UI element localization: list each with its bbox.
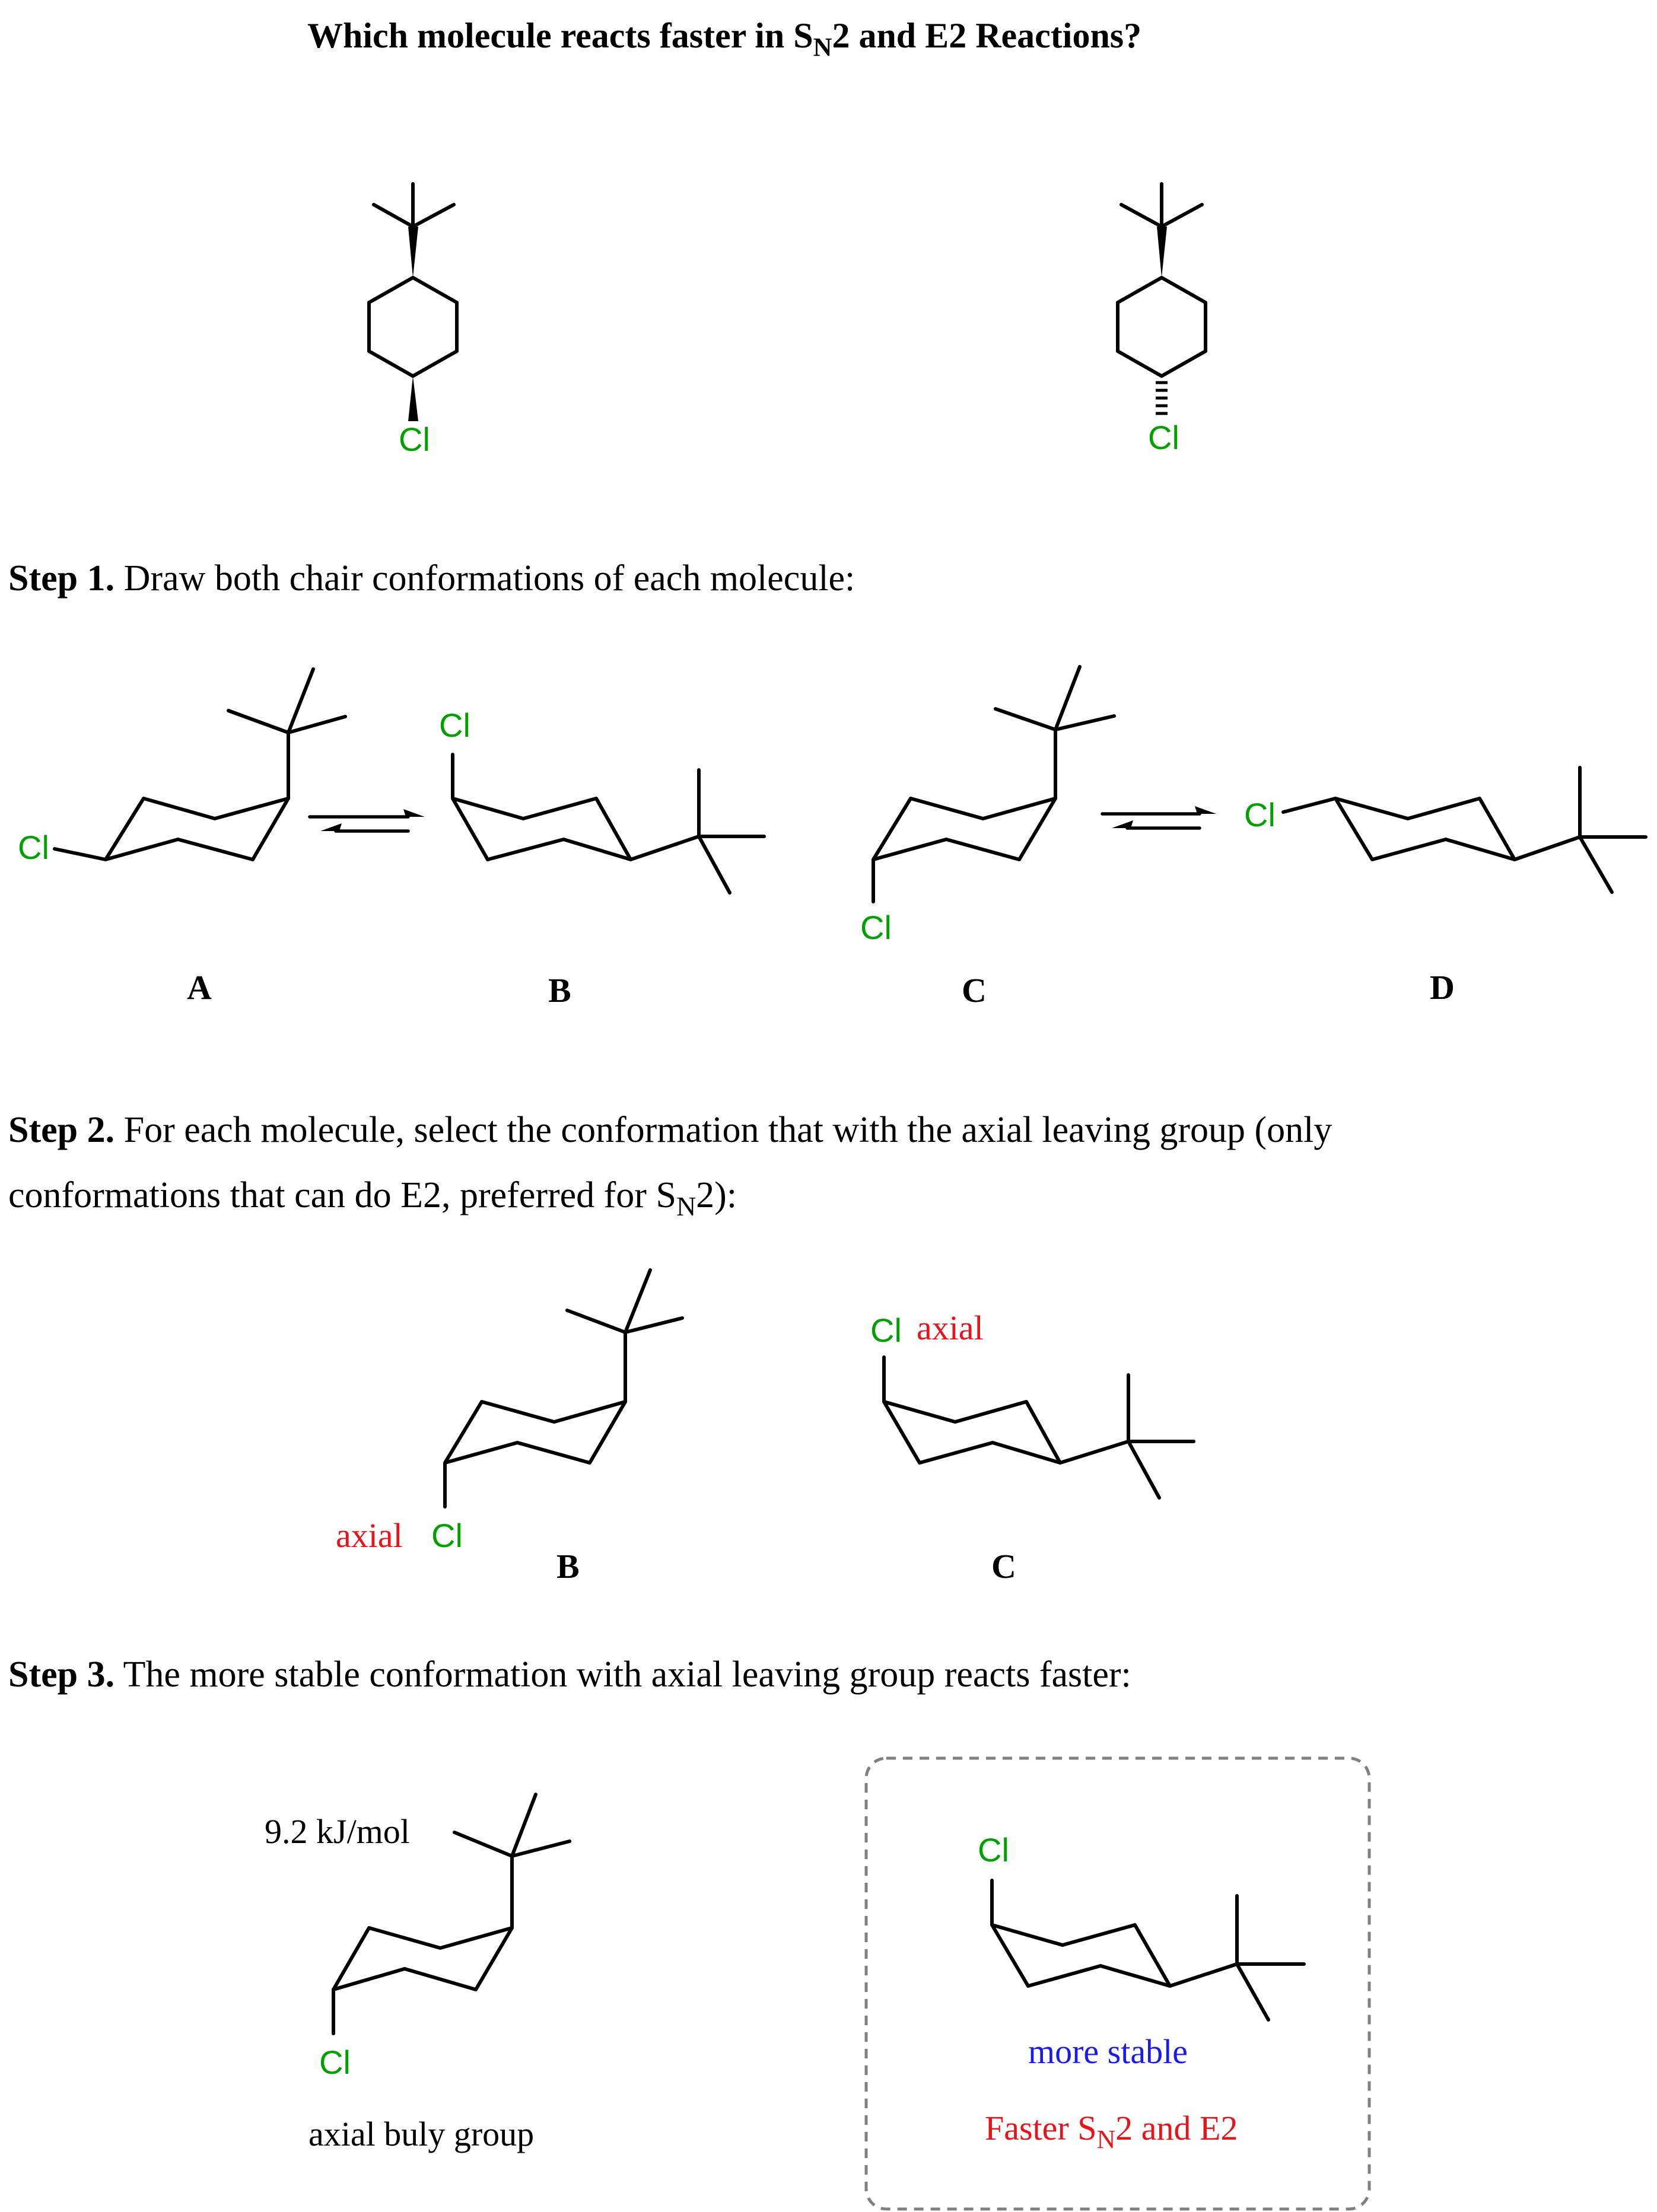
wedge-bond <box>408 376 418 421</box>
step2-label-C: C <box>991 1547 1016 1586</box>
label-B: B <box>548 971 571 1010</box>
svg-text:Cl: Cl <box>1244 796 1276 833</box>
step2-chair-C <box>870 1309 1194 1498</box>
step2-heading: Step 2. For each molecule, select the conformation that with the axial leaving group (only <box>8 1110 1332 1150</box>
equilibrium-arrows <box>1102 806 1216 828</box>
step3-heading: Step 3. The more stable conformation with axial leaving group reacts faster: <box>8 1654 1131 1695</box>
label-C: C <box>962 971 987 1010</box>
chlorine-atom: Cl <box>1148 419 1179 456</box>
molecule-top-right <box>1118 184 1206 456</box>
svg-text:Cl: Cl <box>860 909 892 946</box>
step2-heading-line2: conformations that can do E2, preferred for $S_N2$): <box>8 1175 737 1221</box>
equilibrium-arrows <box>310 809 425 831</box>
chair-A <box>18 669 345 866</box>
label-D: D <box>1430 968 1455 1007</box>
step2-label-B: B <box>556 1547 580 1586</box>
step2-chair-B <box>336 1270 682 1555</box>
page-title: Which molecule reacts faster in $S_N2$ and E2 Reactions? <box>307 16 1142 62</box>
svg-text:Cl: Cl <box>319 2044 351 2081</box>
label-A: A <box>187 968 212 1007</box>
step3-chair-left <box>265 1794 570 2153</box>
step3-chair-right <box>978 1831 1304 2154</box>
svg-text:Cl: Cl <box>431 1517 463 1554</box>
axial-butyl-label: axial buly group <box>308 2115 535 2153</box>
faster-label: Faster $S_N2$ and E2 <box>985 2109 1238 2154</box>
wedge-bond <box>1157 227 1167 278</box>
energy-label: 9.2 kJ/mol <box>265 1812 410 1851</box>
chair-C <box>860 667 1114 946</box>
svg-text:Cl: Cl <box>439 706 470 744</box>
axial-label: axial <box>917 1309 984 1347</box>
svg-text:Cl: Cl <box>18 829 49 866</box>
step1-heading: Step 1. Draw both chair conformations of each molecule: <box>8 558 855 599</box>
svg-text:Cl: Cl <box>978 1831 1009 1869</box>
molecule-top-left <box>369 184 457 458</box>
chair-D <box>1244 768 1646 892</box>
svg-text:Cl: Cl <box>870 1312 902 1349</box>
more-stable-label: more stable <box>1028 2032 1188 2071</box>
axial-label: axial <box>336 1516 403 1555</box>
wedge-bond <box>408 227 418 278</box>
chlorine-atom: Cl <box>399 421 430 458</box>
chair-B <box>439 706 764 893</box>
hash-bond <box>1156 383 1168 413</box>
